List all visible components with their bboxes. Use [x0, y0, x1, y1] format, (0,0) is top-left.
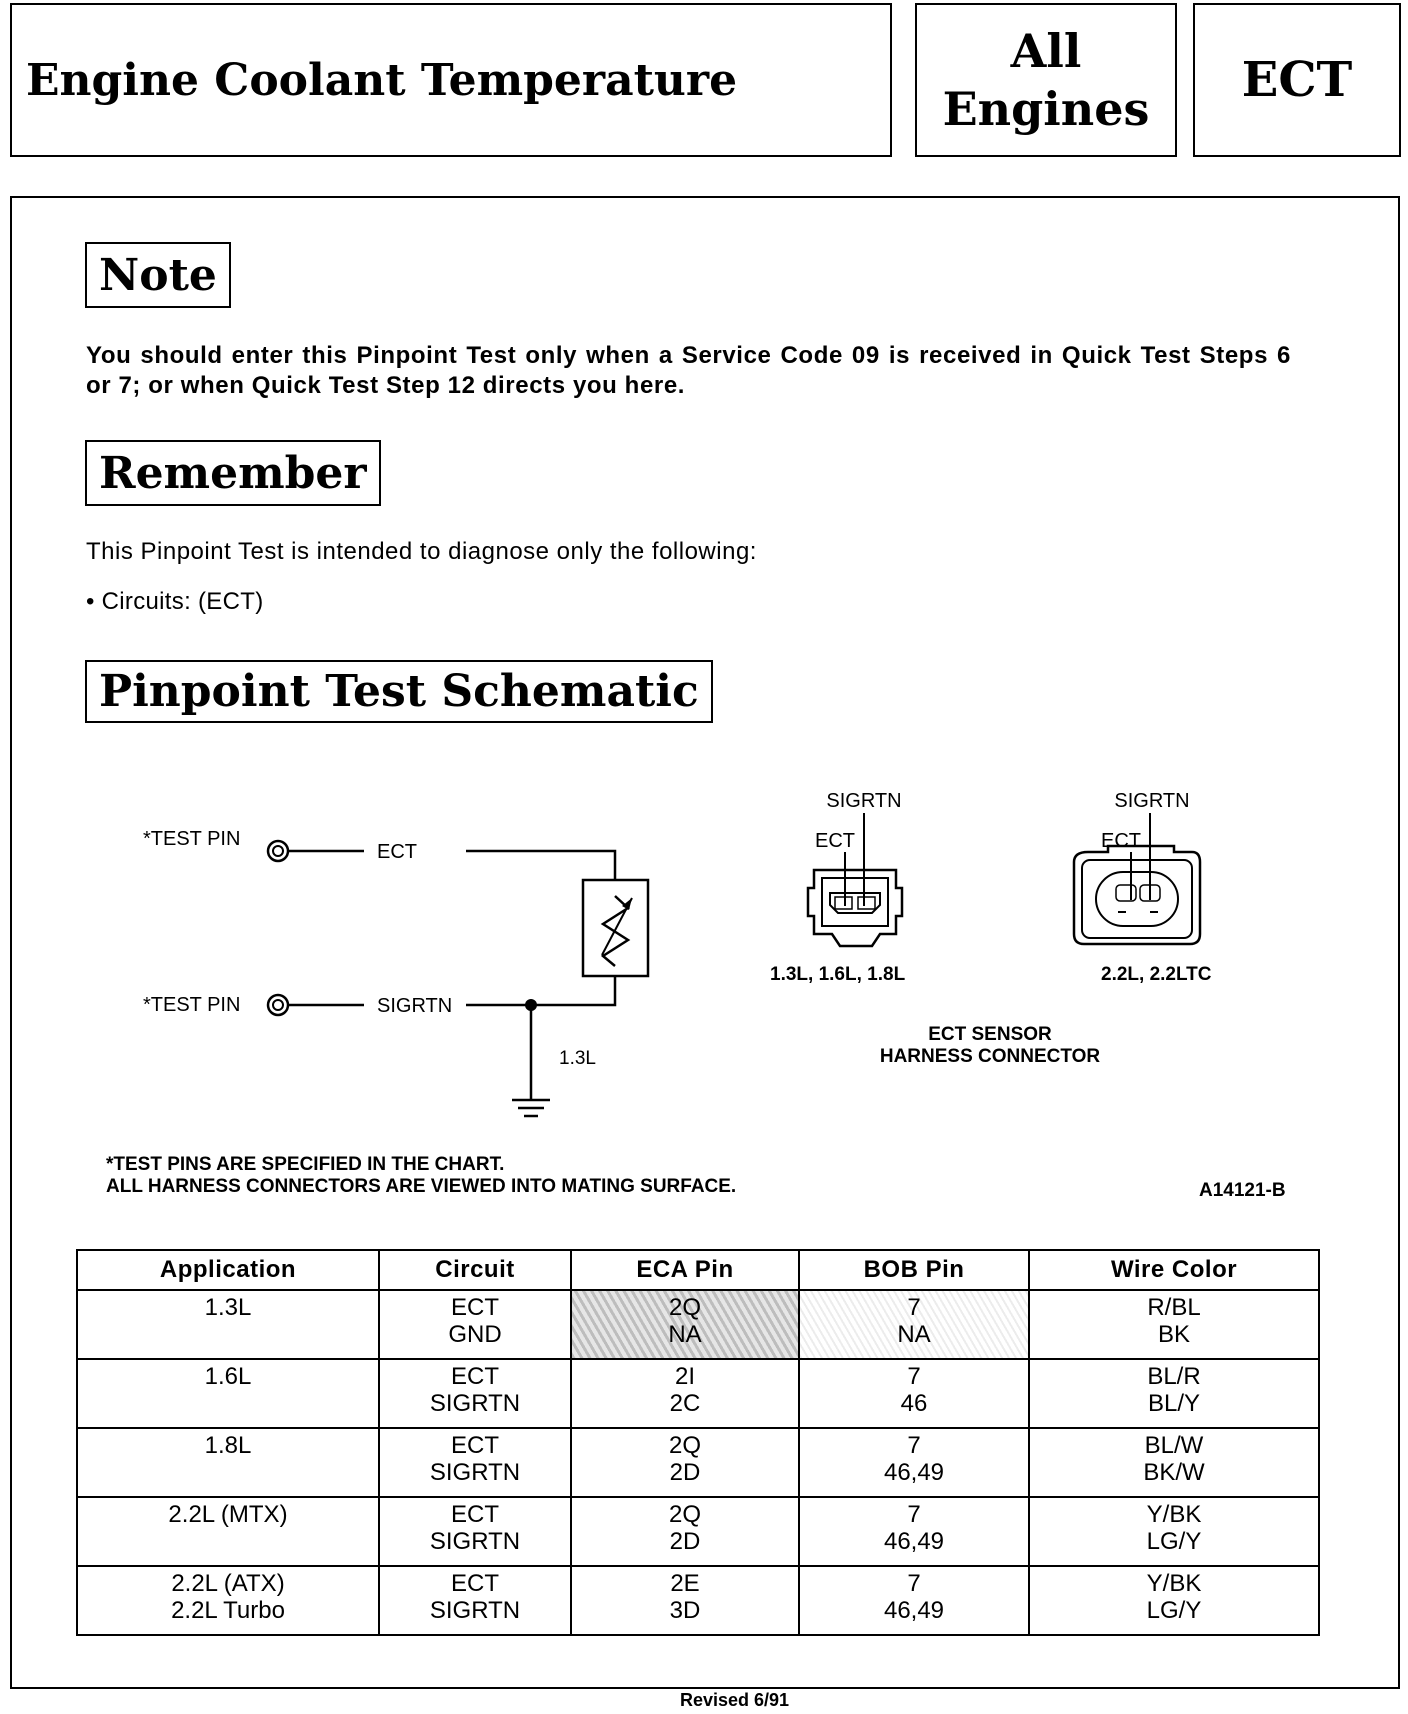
connector2-sigrtn-label: SIGRTN: [1114, 790, 1190, 812]
cell-wire-color: Y/BK LG/Y: [1029, 1566, 1319, 1635]
cell-bob-pin: 7 46: [799, 1359, 1029, 1428]
footnote-line-2: ALL HARNESS CONNECTORS ARE VIEWED INTO MATING SURFACE.: [106, 1176, 737, 1197]
cell-circuit: ECT GND: [379, 1290, 571, 1359]
bullet-text: Circuits: (ECT): [101, 588, 264, 615]
test-pin-2-icon: [268, 995, 288, 1015]
engines-line-1: All: [1010, 24, 1082, 78]
cell-circuit: ECT SIGRTN: [379, 1428, 571, 1497]
cell-application: 1.6L: [77, 1359, 379, 1428]
ground-icon: [512, 1100, 550, 1116]
sigrtn-wire: [466, 976, 615, 1005]
schematic-footnote: [106, 1154, 736, 1198]
col-header-eca-pin: ECA Pin: [571, 1250, 799, 1290]
table-row: [77, 1497, 1319, 1566]
cell-wire-color: R/BL BK: [1029, 1290, 1319, 1359]
cell-circuit: ECT SIGRTN: [379, 1566, 571, 1635]
cell-application: 2.2L (MTX): [77, 1497, 379, 1566]
note-heading: Note: [85, 242, 231, 308]
table-row: [77, 1428, 1319, 1497]
cell-eca-pin: 2Q 2D: [571, 1497, 799, 1566]
sensor-caption-line-1: ECT SENSOR: [928, 1024, 1052, 1045]
connector1-caption: 1.3L, 1.6L, 1.8L: [770, 964, 906, 985]
test-pin-label-2: *TEST PIN: [143, 994, 241, 1016]
test-pin-label-1: *TEST PIN: [143, 828, 241, 850]
connector2-caption: 2.2L, 2.2LTC: [1101, 964, 1212, 985]
bullet-dot-icon: •: [86, 588, 102, 615]
remember-heading: Remember: [85, 440, 381, 506]
ground-label: 1.3L: [559, 1048, 596, 1069]
cell-application: 1.3L: [77, 1290, 379, 1359]
connector2-ect-label: ECT: [1101, 830, 1141, 852]
cell-eca-pin: 2I 2C: [571, 1359, 799, 1428]
cell-bob-pin: 7 46,49: [799, 1497, 1029, 1566]
table-row: [77, 1359, 1319, 1428]
table-row: [77, 1566, 1319, 1635]
cell-bob-pin: 7 46,49: [799, 1428, 1029, 1497]
cell-wire-color: Y/BK LG/Y: [1029, 1497, 1319, 1566]
wire-label-ect: ECT: [377, 841, 417, 863]
col-header-application: Application: [77, 1250, 379, 1290]
col-header-circuit: Circuit: [379, 1250, 571, 1290]
pin-table: [76, 1249, 1320, 1636]
page-title: Engine Coolant Temperature: [10, 3, 892, 157]
revision-date: Revised 6/91: [680, 1690, 790, 1710]
cell-eca-pin: 2E 3D: [571, 1566, 799, 1635]
cell-circuit: ECT SIGRTN: [379, 1497, 571, 1566]
cell-application: 1.8L: [77, 1428, 379, 1497]
cell-bob-pin: 7 46,49: [799, 1566, 1029, 1635]
figure-id: A14121-B: [1199, 1180, 1286, 1201]
section-code: ECT: [1193, 3, 1401, 157]
footnote-line-1: *TEST PINS ARE SPECIFIED IN THE CHART.: [106, 1154, 505, 1175]
connector2-icon: [1074, 846, 1200, 944]
cell-wire-color: BL/W BK/W: [1029, 1428, 1319, 1497]
schematic-heading: Pinpoint Test Schematic: [85, 660, 713, 723]
table-header-row: [77, 1250, 1319, 1290]
engines-line-2: Engines: [942, 82, 1150, 136]
remember-text: This Pinpoint Test is intended to diagnose only the following:: [86, 538, 757, 565]
cell-circuit: ECT SIGRTN: [379, 1359, 571, 1428]
connector1-ect-label: ECT: [815, 830, 855, 852]
cell-bob-pin: 7 NA: [799, 1290, 1029, 1359]
sensor-caption-line-2: HARNESS CONNECTOR: [879, 1046, 1101, 1067]
connector1-sigrtn-label: SIGRTN: [826, 790, 902, 812]
ect-wire: [466, 851, 615, 880]
test-pin-1-icon: [268, 841, 288, 861]
col-header-wire-color: Wire Color: [1029, 1250, 1319, 1290]
table-row: [77, 1290, 1319, 1359]
cell-eca-pin: 2Q 2D: [571, 1428, 799, 1497]
cell-wire-color: BL/R BL/Y: [1029, 1359, 1319, 1428]
wire-label-sigrtn: SIGRTN: [377, 995, 453, 1017]
note-text: You should enter this Pinpoint Test only when a Service Code 09 is received in Quick Test Steps 6 or 7; or when Quick Test Step 12 directs you here.: [86, 342, 1291, 399]
cell-application: 2.2L (ATX) 2.2L Turbo: [77, 1566, 379, 1635]
cell-eca-pin: 2Q NA: [571, 1290, 799, 1359]
col-header-bob-pin: BOB Pin: [799, 1250, 1029, 1290]
connector1-icon: [808, 870, 902, 946]
